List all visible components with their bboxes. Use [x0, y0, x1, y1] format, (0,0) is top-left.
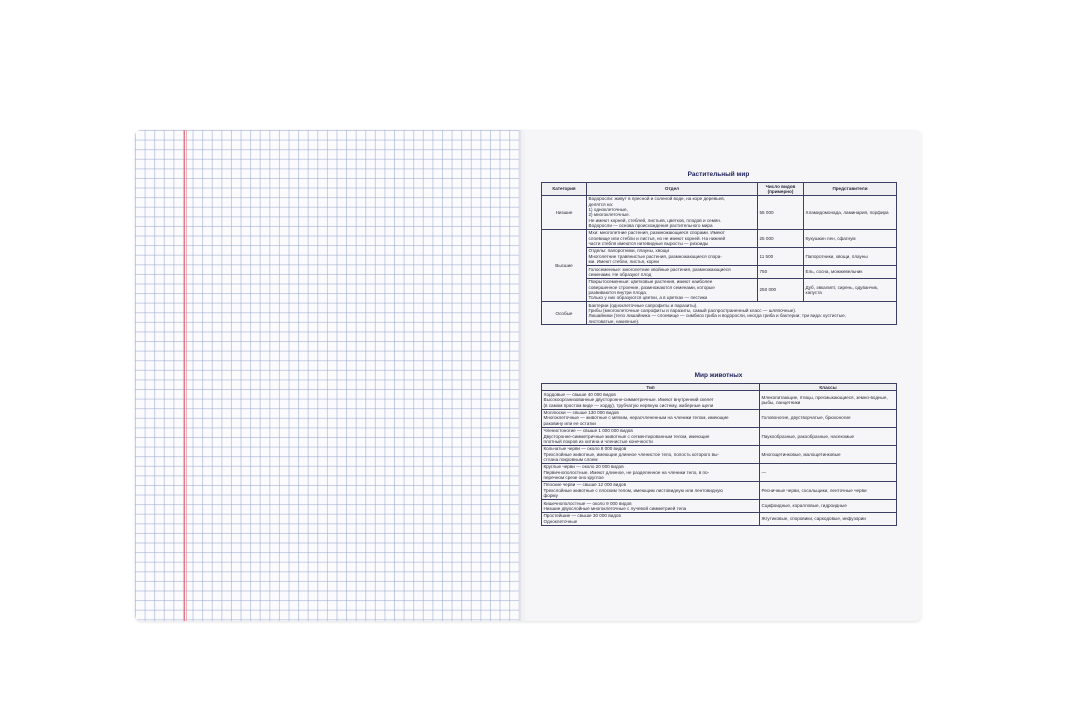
type-cell — [542, 512, 760, 525]
representatives: Кукушкин лен, сфагнум — [804, 229, 897, 247]
table-row — [542, 229, 897, 247]
category-lower: Низшие — [542, 195, 587, 229]
text-line: Трехслойные животные, имеющие длинное членистое тело, полость которого вы- — [543, 451, 719, 457]
text-line: Многоклеточные — животные с мягким, нерасчлененным на членики телом, имеющие — [543, 415, 729, 421]
table-row — [542, 445, 897, 463]
header-type: Тип — [542, 384, 760, 391]
text-line: Одноклеточные — [543, 518, 578, 524]
table-row — [542, 499, 897, 512]
table-row — [542, 302, 897, 325]
table-row — [542, 409, 897, 427]
classes-cell: Головоногие, двустворчатые, брюхоногие — [760, 409, 897, 427]
department-cell — [587, 302, 897, 325]
header-category: Категория — [542, 183, 587, 196]
text-line: Высокоорганизованные двусторонне-симметричные. Имеют внутренний скелет — [543, 397, 714, 403]
text-line: слоевище или стебли и листья, но не имеют корней. На нижней — [588, 235, 726, 241]
red-margin-line-shadow — [186, 130, 187, 621]
table-row — [542, 427, 897, 445]
species-count: 250 000 — [758, 278, 804, 301]
text-line: делятся на: — [588, 201, 614, 207]
type-cell — [542, 391, 760, 409]
text-line: Трехслойные животные с плоским телом, имеющим листовидную или лентовидную — [543, 487, 723, 493]
text-line: Водоросли — основа происхождения растительного мира — [588, 222, 713, 228]
type-cell — [542, 445, 760, 463]
representatives: Хламидомонада, ламинария, порфира — [804, 195, 897, 229]
classes-cell: — — [760, 463, 897, 481]
text-line: Не имеют корней, стеблей, листьев, цветков, плодов и семян. — [588, 217, 722, 223]
representatives: Папоротники, хвощи, плауны — [804, 247, 897, 265]
text-line: Моллюски — свыше 130 000 видов — [543, 410, 619, 416]
header-representatives: Представители — [804, 183, 897, 196]
text-line: Покрытосеменные: цветковые растения, имеют наиболее — [588, 279, 713, 285]
text-line: 1) одноклеточные, — [588, 206, 628, 212]
representatives: Дуб, эвкалипт, сирень, одуванчик, капуста — [804, 278, 897, 301]
classes-cell: Ресничные черви, сосальщики, ленточные черви — [760, 481, 897, 499]
species-count: 25 000 — [758, 229, 804, 247]
text-line: семенами. Не образуют плод — [588, 271, 652, 277]
text-line: листоватые, накипные). — [588, 318, 640, 324]
text-line: развиваются внутри плода. — [588, 289, 648, 295]
text-line: ми. Имеют стебли, листья, корни — [588, 259, 659, 265]
text-line: Грибы (многоклеточные сапрофиты и паразиты, самый распространенный класс — шляпочные). — [588, 307, 797, 313]
header-classes: Классы — [760, 384, 897, 391]
classes-cell: Жгутиковые, споровики, саркодовые, инфузории — [760, 512, 897, 525]
header-department: Отдел — [587, 183, 758, 196]
text-line: 2) многоклеточные. — [588, 212, 630, 218]
text-line: Низшие двухслойные многоклеточные с лучевой симметрией тела — [543, 505, 687, 511]
classes-cell: Многощетинковые, малощетинковые — [760, 445, 897, 463]
table-row — [542, 247, 897, 265]
type-cell — [542, 463, 760, 481]
text-line: Простейшие — свыше 30 000 видов — [543, 513, 621, 519]
classes-cell: Сцифоидные, коралловые, гидроидные — [760, 499, 897, 512]
table-row — [542, 481, 897, 499]
text-line: Водоросли: живут в пресной и соленой воде, на коре деревьев, — [588, 196, 725, 202]
text-line: перечном срезе оно круглое — [543, 474, 604, 480]
species-count: 750 — [758, 265, 804, 278]
animals-header-row — [542, 384, 897, 391]
table-row — [542, 195, 897, 229]
text-line: стлана покровным слоем — [543, 456, 598, 462]
type-cell — [542, 409, 760, 427]
text-line: плотный покров из хитина и членистые конечности — [543, 438, 653, 444]
text-line: Первичнополостные. Имеют длинное, не разделенное на членики тело, в по- — [543, 469, 710, 475]
animals-table — [541, 383, 897, 526]
text-line: Мхи: многолетние растения, размножающиеся спорами. Имеют — [588, 230, 725, 236]
department-cell — [587, 247, 758, 265]
text-line: (в самом простом виде — хорду), трубчатую нервную систему, жаберные щели — [543, 402, 714, 408]
department-cell — [587, 195, 758, 229]
classes-cell: Паукообразные, ракообразные, насекомые — [760, 427, 897, 445]
category-higher: Высшие — [542, 229, 587, 301]
plants-table — [541, 182, 897, 325]
text-line: Двусторонне-симметричные животные с сегментированным телом, имеющие — [543, 433, 710, 439]
representatives: Ель, сосна, можжевельник — [804, 265, 897, 278]
text-line: Членистоногие — свыше 1 000 000 видов — [543, 428, 633, 434]
department-cell — [587, 229, 758, 247]
table-row — [542, 463, 897, 481]
department-cell — [587, 278, 758, 301]
type-cell — [542, 427, 760, 445]
species-count: 11 500 — [758, 247, 804, 265]
text-line: Кишечнополостные — около 9 000 видов — [543, 500, 632, 506]
text-line: Только у них образуются цветки, а в цветках — пестики — [588, 295, 708, 301]
table-row — [542, 265, 897, 278]
table-row — [542, 512, 897, 525]
department-cell — [587, 265, 758, 278]
text-line: части стебля имеются нитевидные выросты — ризоиды — [588, 240, 709, 246]
text-line: Голосеменные: многолетние хвойные растения, размножающиеся — [588, 266, 731, 272]
text-line: форму — [543, 493, 558, 499]
text-line: Круглые черви — около 20 000 видов — [543, 464, 624, 470]
text-line: Отделы: папоротники, плауны, хвощи — [588, 248, 670, 254]
text-line: совершенное строение, размножаются семенами, которые — [588, 284, 715, 290]
red-margin-line — [184, 130, 185, 621]
header-species-count: Число видов (примерно) — [758, 183, 804, 196]
text-line: Лишайники (тело лишайника — слоевище — симбиоз гриба и водоросли, иногда гриба и бактерии; три вида: кустистые, — [588, 313, 846, 319]
type-cell — [542, 481, 760, 499]
species-count: 55 000 — [758, 195, 804, 229]
type-cell — [542, 499, 760, 512]
category-special: Особые — [542, 302, 587, 325]
text-line: Бактерии (одноклеточные сапрофиты и паразиты). — [588, 302, 698, 308]
animals-section-title: Мир животных — [694, 372, 743, 379]
text-line: Многолетние травянистые растения, размножающиеся спора- — [588, 253, 722, 259]
text-line: Хордовые — свыше 40 000 видов — [543, 392, 616, 398]
table-row — [542, 391, 897, 409]
text-line: Плоские черви — свыше 12 000 видов — [543, 482, 627, 488]
classes-cell: Млекопитающие, птицы, пресмыкающиеся, земно-водные, рыбы, ланцетники — [760, 391, 897, 409]
table-row — [542, 278, 897, 301]
plants-header-row — [542, 183, 897, 196]
text-line: раковину или ее остатки — [543, 420, 596, 426]
text-line: Кольчатые черви — около 8 000 видов — [543, 446, 627, 452]
plants-section-title: Растительный мир — [687, 171, 750, 178]
grid-page — [135, 130, 521, 621]
